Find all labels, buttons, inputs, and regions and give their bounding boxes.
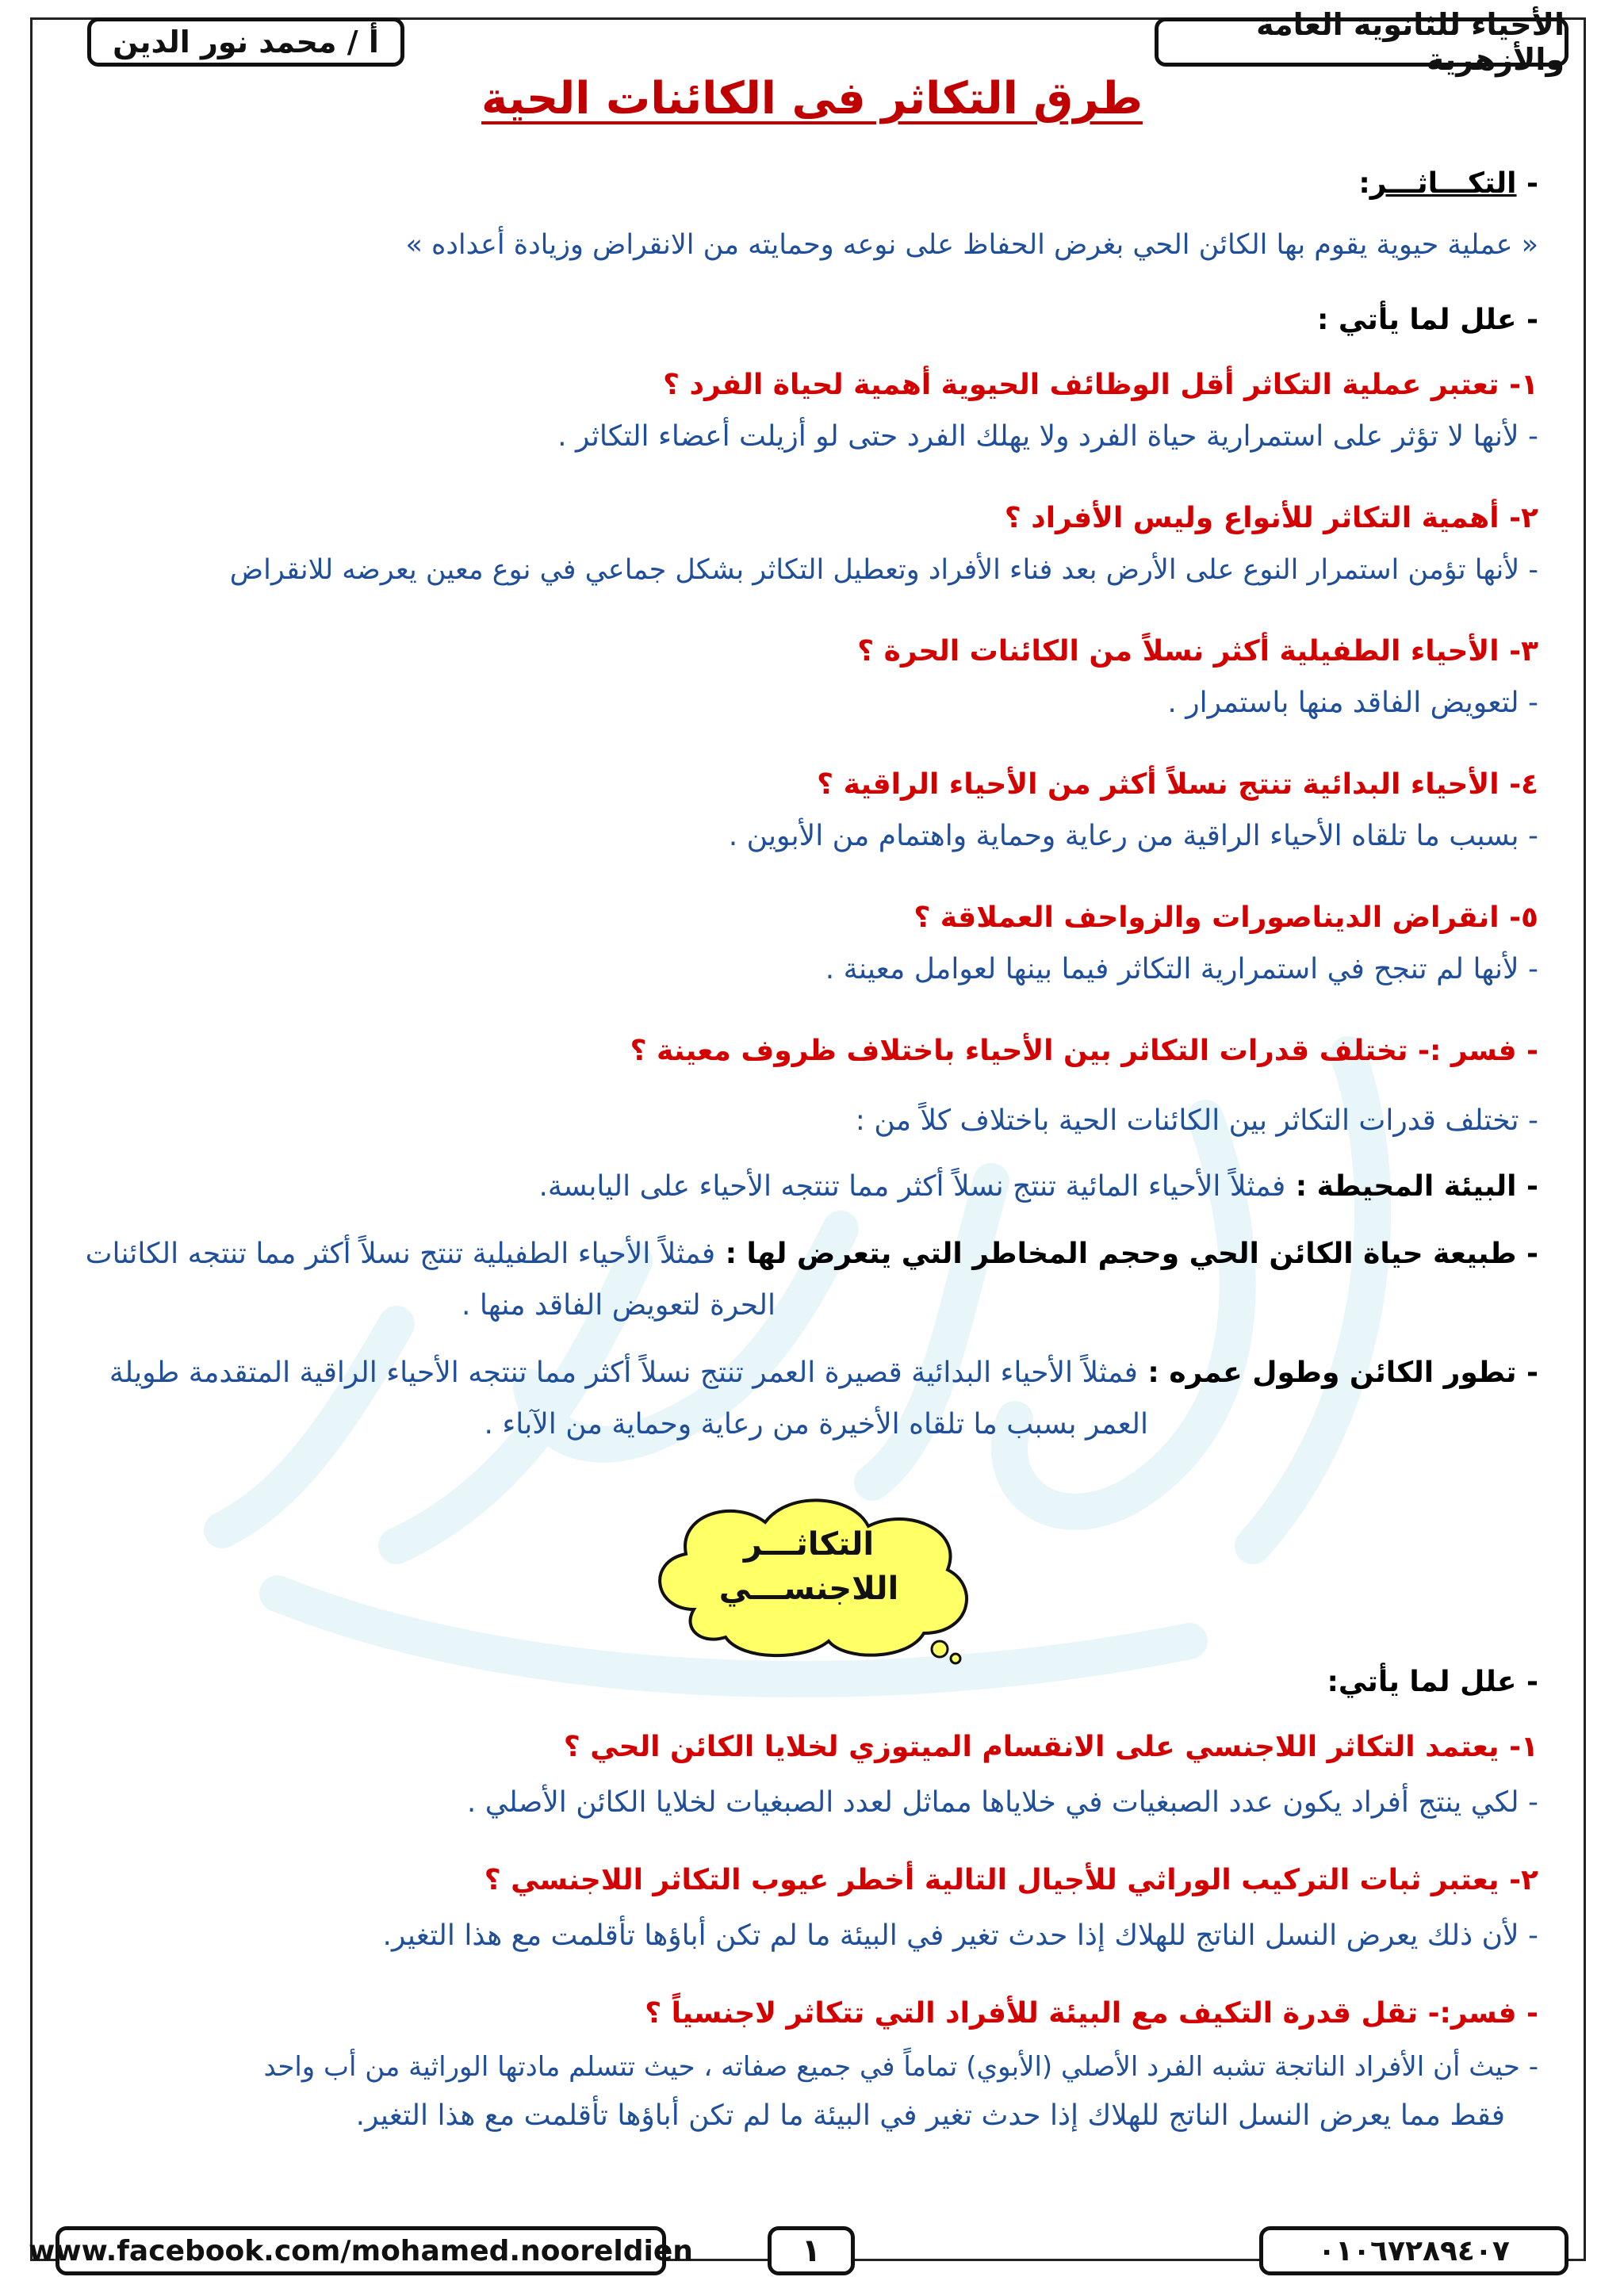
factor1-text: فمثلاً الأحياء المائية تنتج نسلاً أكثر مما تنتجه الأحياء على اليابسة. (538, 1170, 1286, 1203)
section1-a3: - لتعويض الفاقد منها باستمرار . (1167, 687, 1538, 719)
factor1-label: البيئة المحيطة (1316, 1170, 1517, 1203)
section2-heading: علل لما يأتي: (1327, 1666, 1517, 1698)
factor2-label: طبيعة حياة الكائن الحي وحجم المخاطر التي يتعرض لها (746, 1238, 1517, 1270)
section1-a4: - بسبب ما تلقاه الأحياء الراقية من رعاية وحماية واهتمام من الأبوين . (728, 820, 1538, 852)
series-title: الأحياء للثانوية العامة والأزهرية (1256, 7, 1565, 77)
section2-a1: - لكي ينتج أفراد يكون عدد الصبغيات في خلاياها مماثل لعدد الصبغيات لخلايا الكائن الأصلي . (466, 1786, 1538, 1819)
section1-q1: ١- تعتبر عملية التكاثر أقل الوظائف الحيوية أهمية لحياة الفرد ؟ (663, 369, 1538, 401)
cloud-label (638, 1522, 979, 1611)
section1-a5: - لأنها لم تنجح في استمرارية التكاثر فيما بينها لعوامل معينة . (825, 953, 1538, 985)
section2-heading-line: - علل لما يأتي: (1327, 1666, 1538, 1698)
phone-number: ٠١٠٦٧٢٨٩٤٠٧ (1318, 2234, 1510, 2267)
definition-text: « عملية حيوية يقوم بها الكائن الحي بغرض الحفاظ على نوعه وحمايته من الانقراض وزيادة أعداده » (405, 229, 1538, 261)
section2-q2: ٢- يعتبر ثبات التركيب الوراثي للأجيال التالية أخطر عيوب التكاثر اللاجنسي ؟ (484, 1864, 1538, 1896)
section1-a1: - لأنها لا تؤثر على استمرارية حياة الفرد ولا يهلك الفرد حتى لو أزيلت أعضاء التكاثر . (557, 420, 1538, 453)
section1-a2: - لأنها تؤمن استمرار النوع على الأرض بعد فناء الأفراد وتعطيل التكاثر بشكل جماعي في نوع معين يعرضه للانقراض (229, 554, 1538, 586)
factor3-continuation: العمر بسبب ما تلقاه الأخيرة من رعاية وحماية من الآباء . (484, 1408, 1148, 1441)
section1-heading-line: - علل لما يأتي : (1316, 304, 1538, 336)
section1-q4: ٤- الأحياء البدائية تنتج نسلاً أكثر من الأحياء الراقية ؟ (817, 768, 1538, 801)
author-name: أ / محمد نور الدين (113, 25, 379, 59)
footer-phone-box (1259, 2226, 1568, 2275)
cloud-line2: اللاجنســـي (718, 1571, 899, 1607)
definition-heading: التكـــاثـــر (1369, 167, 1517, 200)
explain1-factor1: - البيئة المحيطة : فمثلاً الأحياء المائية تنتج نسلاً أكثر مما تنتجه الأحياء على اليابسة. (538, 1170, 1538, 1203)
section1-q3: ٣- الأحياء الطفيلية أكثر نسلاً من الكائنات الحرة ؟ (857, 635, 1538, 668)
explain1-question: - فسر :- تختلف قدرات التكاثر بين الأحياء باختلاف ظروف معينة ؟ (630, 1035, 1538, 1067)
footer-facebook-link[interactable] (29, 2226, 693, 2275)
page-number: ١ (801, 2233, 822, 2269)
series-title-box (1155, 7, 1568, 77)
explain1-factor3: - تطور الكائن وطول عمره : فمثلاً الأحياء البدائية قصيرة العمر تنتج نسلاً أكثر مما تنتجه الأحياء الراقية المتقدمة طويلة (109, 1357, 1538, 1389)
explain2-answer-line1: - حيث أن الأفراد الناتجة تشبه الفرد الأصلي (الأبوي) تماماً في جميع صفاته ، حيث تتسلم مادتها الوراثية من أب واحد (263, 2051, 1538, 2083)
section1-q2: ٢- أهمية التكاثر للأنواع وليس الأفراد ؟ (1004, 502, 1538, 534)
section2-a2: - لأن ذلك يعرض النسل الناتج للهلاك إذا حدث تغير في البيئة ما لم تكن أباؤها تأقلمت مع هذا التغير. (382, 1919, 1538, 1952)
section1-heading: علل لما يأتي : (1316, 304, 1517, 336)
page-title: طرق التكاثر فى الكائنات الحية (481, 73, 1143, 124)
facebook-url: www.facebook.com/mohamed.nooreldien (29, 2234, 693, 2267)
page-title-wrap (0, 73, 1624, 124)
explain1-factor2: - طبيعة حياة الكائن الحي وحجم المخاطر التي يتعرض لها : فمثلاً الأحياء الطفيلية تنتج نسلاً أكثر مما تنتجه الكائنات (85, 1238, 1538, 1270)
section2-q1: ١- يعتمد التكاثر اللاجنسي على الانقسام الميتوزي لخلايا الكائن الحي ؟ (563, 1731, 1538, 1763)
explain2-question: - فسر:- تقل قدرة التكيف مع البيئة للأفراد التي تتكاثر لاجنسياً ؟ (645, 1997, 1538, 2030)
explain2-answer-line2: فقط مما يعرض النسل الناتج للهلاك إذا حدث تغير في البيئة ما لم تكن أباؤها تأقلمت مع هذا التغير. (355, 2099, 1505, 2132)
factor2-text: فمثلاً الأحياء الطفيلية تنتج نسلاً أكثر مما تنتجه الكائنات (85, 1238, 716, 1270)
author-box (87, 17, 404, 67)
explain1-intro: - تختلف قدرات التكاثر بين الكائنات الحية باختلاف كلاً من : (855, 1104, 1538, 1137)
section1-q5: ٥- انقراض الديناصورات والزواحف العملاقة ؟ (914, 901, 1538, 934)
factor2-continuation: الحرة لتعويض الفاقد منها . (461, 1289, 776, 1322)
cloud-line1: التكاثـــر (743, 1526, 875, 1563)
factor3-text: فمثلاً الأحياء البدائية قصيرة العمر تنتج نسلاً أكثر مما تنتجه الأحياء الراقية المتقدمة طويلة (109, 1357, 1138, 1389)
factor3-label: تطور الكائن وطول عمره (1169, 1357, 1517, 1389)
page-number-box (768, 2226, 855, 2275)
definition-heading-line: - التكـــاثـــر: (1358, 167, 1538, 200)
